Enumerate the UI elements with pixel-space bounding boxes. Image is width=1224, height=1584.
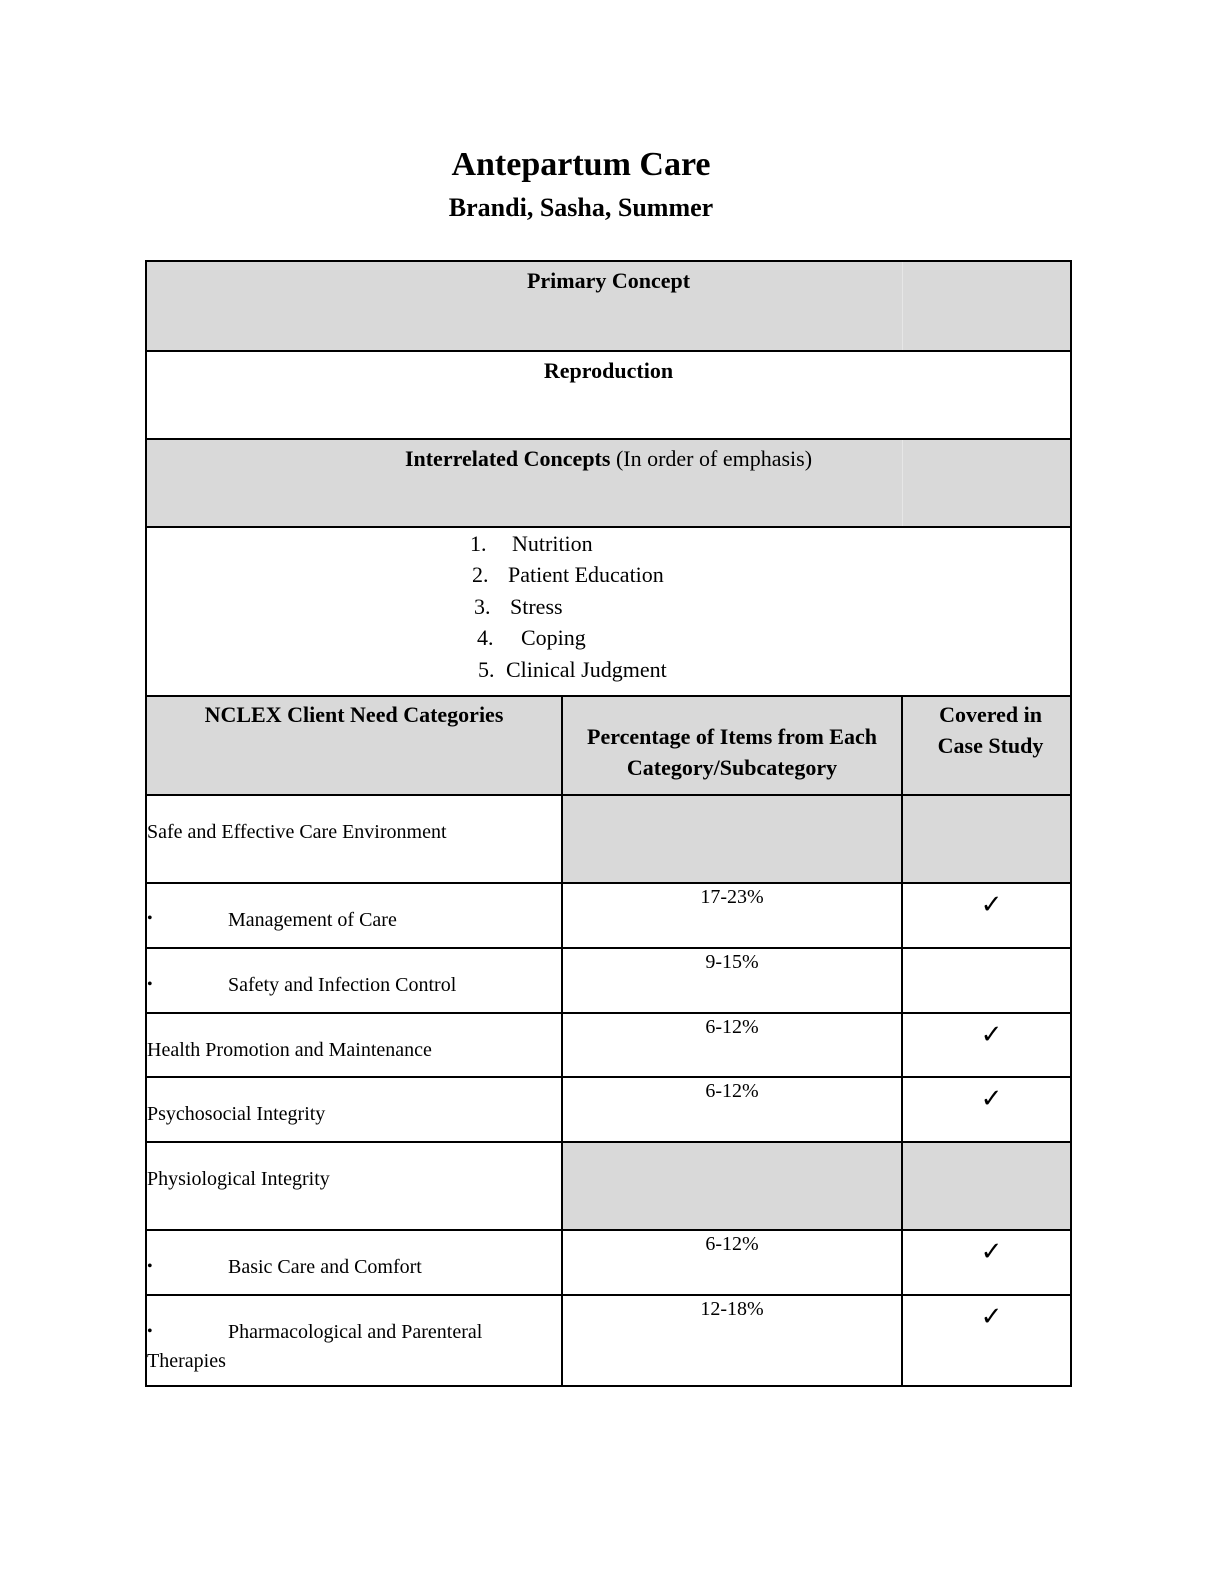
list-item: 3. Stress (474, 594, 563, 619)
percent-value: 6-12% (705, 1016, 759, 1038)
document-authors: Brandi, Sasha, Summer (448, 193, 714, 222)
interrelated-header (147, 440, 1070, 528)
subcategory-label-continued: Therapies (147, 1350, 226, 1372)
category-header: NCLEX Client Need Categories (204, 702, 504, 727)
table-row (147, 884, 1070, 949)
bullet-marker: • (147, 976, 153, 993)
check-icon: ✓ (980, 1237, 1003, 1266)
interrelated-heading-note: (In order of emphasis) (615, 446, 813, 471)
list-item: 4. Coping (477, 625, 586, 650)
table-row (147, 1231, 1070, 1296)
percent-value: 17-23% (700, 886, 764, 908)
bullet-marker: • (147, 910, 153, 927)
check-icon: ✓ (980, 1084, 1003, 1113)
percent-cell (563, 1143, 903, 1229)
subcategory-label: Basic Care and Comfort (228, 1256, 422, 1278)
category-label: Physiological Integrity (147, 1168, 330, 1190)
primary-concept-heading: Primary Concept (526, 268, 691, 293)
percent-value: 9-15% (705, 951, 759, 973)
list-item: 5. Clinical Judgment (478, 657, 667, 682)
nclex-header-row (147, 697, 1070, 796)
table-row (147, 1143, 1070, 1231)
bullet-marker: • (147, 1258, 153, 1275)
check-icon: ✓ (980, 1302, 1003, 1331)
table-row (147, 1296, 1070, 1387)
interrelated-list (147, 528, 1070, 697)
bullet-marker: • (147, 1323, 153, 1340)
category-header-cell (147, 697, 563, 794)
check-icon: ✓ (980, 890, 1003, 919)
primary-concept-value-row (147, 352, 1070, 440)
list-item: 1. Nutrition (470, 531, 593, 556)
subcategory-label: Pharmacological and Parenteral (228, 1321, 483, 1343)
covered-header: Covered in Case Study (937, 702, 1044, 758)
covered-cell (903, 796, 1070, 882)
covered-cell (903, 1143, 1070, 1229)
percent-value: 12-18% (700, 1298, 764, 1320)
category-label: Psychosocial Integrity (147, 1103, 326, 1125)
check-icon: ✓ (980, 1020, 1003, 1049)
percent-value: 6-12% (705, 1233, 759, 1255)
document-title: Antepartum Care (451, 146, 711, 183)
subcategory-label: Management of Care (228, 909, 397, 931)
interrelated-heading (147, 446, 1070, 472)
percentage-header: Percentage of Items from Each Category/Subcategory (587, 724, 877, 780)
category-label: Health Promotion and Maintenance (147, 1039, 432, 1061)
table-row (147, 1014, 1070, 1078)
category-label: Safe and Effective Care Environment (147, 821, 447, 843)
covered-header-cell (903, 697, 1070, 794)
covered-cell (903, 949, 1070, 1012)
table-row (147, 796, 1070, 884)
primary-concept-header (147, 262, 1070, 352)
table-row (147, 949, 1070, 1014)
interrelated-heading-bold: Interrelated Concepts (404, 446, 611, 471)
percent-cell (563, 796, 903, 882)
concept-table (145, 260, 1072, 1387)
percent-value: 6-12% (705, 1080, 759, 1102)
list-item: 2. Patient Education (472, 562, 664, 587)
subcategory-label: Safety and Infection Control (228, 974, 457, 996)
percentage-header-cell (563, 697, 903, 794)
primary-concept-value: Reproduction (543, 358, 674, 383)
table-row (147, 1078, 1070, 1143)
